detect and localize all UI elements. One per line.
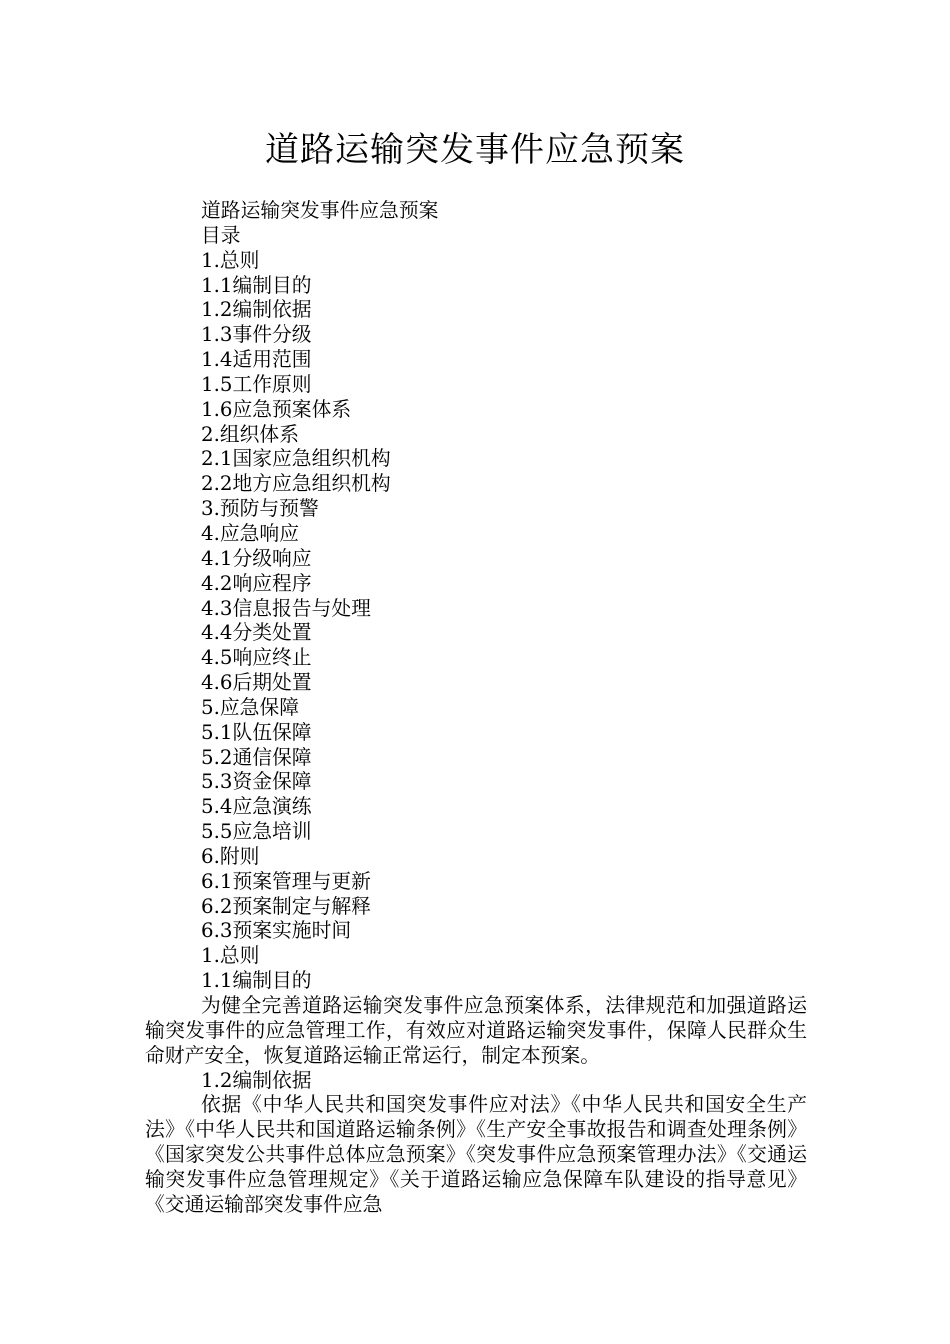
- toc-item: 4.应急响应: [201, 521, 299, 545]
- toc-item: 4.6后期处置: [201, 671, 312, 695]
- toc-item: 5.3资金保障: [201, 770, 312, 794]
- toc-item: 6.附则: [201, 844, 260, 868]
- toc-item: 1.3事件分级: [201, 323, 312, 347]
- body-paragraph: 为健全完善道路运输突发事件应急预案体系，法律规范和加强道路运输突发事件的应急管理工作，有效应对道路运输突发事件，保障人民群众生命财产安全，恢复道路运输正常运行，制定本预案。: [145, 994, 807, 1067]
- toc-item: 5.5应急培训: [201, 820, 312, 844]
- document-body: [145, 199, 807, 1218]
- table-of-contents: [145, 249, 807, 945]
- toc-item: 1.2编制依据: [201, 298, 312, 322]
- toc-item: 2.组织体系: [201, 422, 299, 446]
- toc-item: 1.5工作原则: [201, 372, 312, 396]
- toc-item: 1.6应急预案体系: [201, 397, 352, 421]
- document-title: 道路运输突发事件应急预案: [265, 130, 685, 170]
- toc-item: 4.4分类处置: [201, 621, 312, 645]
- toc-item: 4.5响应终止: [201, 646, 312, 670]
- toc-item: 5.应急保障: [201, 695, 299, 719]
- toc-item: 2.1国家应急组织机构: [201, 447, 391, 471]
- toc-item: 4.1分级响应: [201, 546, 312, 570]
- toc-item: 3.预防与预警: [201, 497, 319, 521]
- toc-item: 1.1编制目的: [201, 273, 312, 297]
- toc-item: 4.3信息报告与处理: [201, 596, 371, 620]
- subsection-heading: 1.2编制依据: [201, 1068, 312, 1092]
- toc-item: 1.4适用范围: [201, 348, 312, 372]
- toc-item: 1.总则: [201, 248, 260, 272]
- toc-item: 6.3预案实施时间: [201, 919, 352, 943]
- toc-heading: 目录: [201, 223, 241, 247]
- body-paragraph: 依据《中华人民共和国突发事件应对法》《中华人民共和国安全生产法》《中华人民共和国道路运输条例》《生产安全事故报告和调查处理条例》《国家突发公共事件总体应急预案》《突发事件应急预案管理办法》《交通运输突发事件应急管理规定》《关于道路运输应急保障车队建设的指导意见》《交通运输部突发事件应急: [145, 1093, 807, 1216]
- toc-item: 6.2预案制定与解释: [201, 894, 371, 918]
- toc-item: 5.1队伍保障: [201, 720, 312, 744]
- toc-item: 5.4应急演练: [201, 795, 312, 819]
- subsection-heading: 1.1编制目的: [201, 969, 312, 993]
- toc-item: 6.1预案管理与更新: [201, 869, 371, 893]
- document-subtitle: 道路运输突发事件应急预案: [201, 199, 439, 222]
- toc-item: 4.2响应程序: [201, 571, 312, 595]
- toc-item: 2.2地方应急组织机构: [201, 472, 391, 496]
- section-heading: 1.总则: [201, 944, 260, 968]
- toc-item: 5.2通信保障: [201, 745, 312, 769]
